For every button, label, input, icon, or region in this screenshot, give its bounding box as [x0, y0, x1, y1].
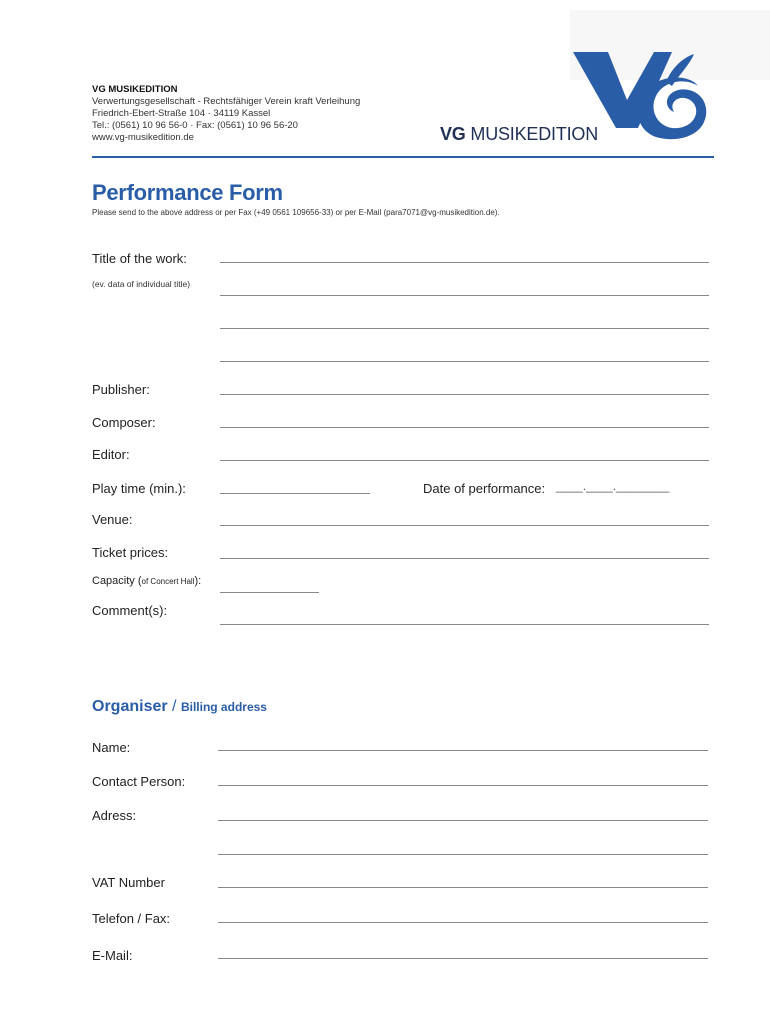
label-capacity-main: Capacity (	[92, 575, 142, 587]
field-title-line-2[interactable]	[220, 295, 709, 296]
label-telefon-fax: Telefon / Fax:	[92, 911, 171, 926]
field-play-time[interactable]	[220, 493, 370, 494]
brand-wordmark-rest: MUSIKEDITION	[465, 124, 599, 144]
page-subtitle: Please send to the above address or per Fax (+49 0561 109656-33) or per E-Mail (para7071@vg-musikedition.de).	[92, 208, 500, 217]
header-divider	[92, 156, 714, 158]
brand-wordmark-bold: VG	[440, 124, 466, 144]
label-individual-title: (ev. data of individual title)	[92, 279, 191, 289]
org-phone-fax: Tel.: (0561) 10 96 56-0 · Fax: (0561) 10 96 56-20	[92, 120, 298, 131]
label-publisher: Publisher:	[92, 382, 150, 397]
letterhead-address	[92, 84, 360, 144]
organiser-heading: Organiser	[92, 698, 168, 715]
brand-wordmark	[440, 124, 598, 145]
field-telefon-fax[interactable]	[218, 922, 708, 923]
label-editor: Editor:	[92, 447, 130, 462]
field-address-line-2[interactable]	[218, 854, 708, 855]
org-name: VG MUSIKEDITION	[92, 84, 178, 95]
org-description: Verwertungsgesellschaft - Rechtsfähiger Verein kraft Verleihung	[92, 96, 361, 107]
label-ticket-prices: Ticket prices:	[92, 545, 169, 560]
label-venue: Venue:	[92, 512, 133, 527]
label-capacity	[92, 575, 201, 587]
field-title-line-4[interactable]	[220, 361, 709, 362]
field-editor[interactable]	[220, 460, 709, 461]
field-contact-person[interactable]	[218, 785, 708, 786]
field-title-line-3[interactable]	[220, 328, 709, 329]
org-street: Friedrich-Ebert-Straße 104 · 34119 Kassel	[92, 108, 271, 119]
field-ticket-prices[interactable]	[220, 558, 709, 559]
label-contact-person: Contact Person:	[92, 774, 186, 789]
section-heading-organiser	[92, 698, 267, 716]
label-name: Name:	[92, 740, 131, 755]
label-vat-number: VAT Number	[92, 875, 165, 890]
field-vat-number[interactable]	[218, 887, 708, 888]
label-email: E-Mail:	[92, 948, 133, 963]
label-capacity-end: ):	[194, 575, 202, 587]
label-address: Adress:	[92, 808, 137, 823]
field-comments[interactable]	[220, 624, 709, 625]
label-play-time: Play time (min.):	[92, 481, 186, 496]
organiser-heading-separator: /	[167, 698, 181, 715]
field-email[interactable]	[218, 958, 708, 959]
org-website: www.vg-musikedition.de	[92, 132, 194, 143]
field-title-of-work[interactable]	[220, 262, 709, 263]
field-publisher[interactable]	[220, 394, 709, 395]
label-capacity-detail: of Concert Hall	[141, 577, 195, 586]
field-composer[interactable]	[220, 427, 709, 428]
field-address[interactable]	[218, 820, 708, 821]
label-date-of-performance: Date of performance:	[423, 481, 546, 496]
field-name[interactable]	[218, 750, 708, 751]
label-title-of-work: Title of the work:	[92, 251, 187, 266]
field-venue[interactable]	[220, 525, 709, 526]
field-date-of-performance[interactable]: ____.____.________	[556, 479, 670, 493]
billing-address-heading: Billing address	[180, 700, 267, 714]
label-comments: Comment(s):	[92, 603, 168, 618]
page-title: Performance Form	[92, 180, 283, 205]
label-composer: Composer:	[92, 415, 156, 430]
field-capacity[interactable]	[220, 592, 319, 593]
